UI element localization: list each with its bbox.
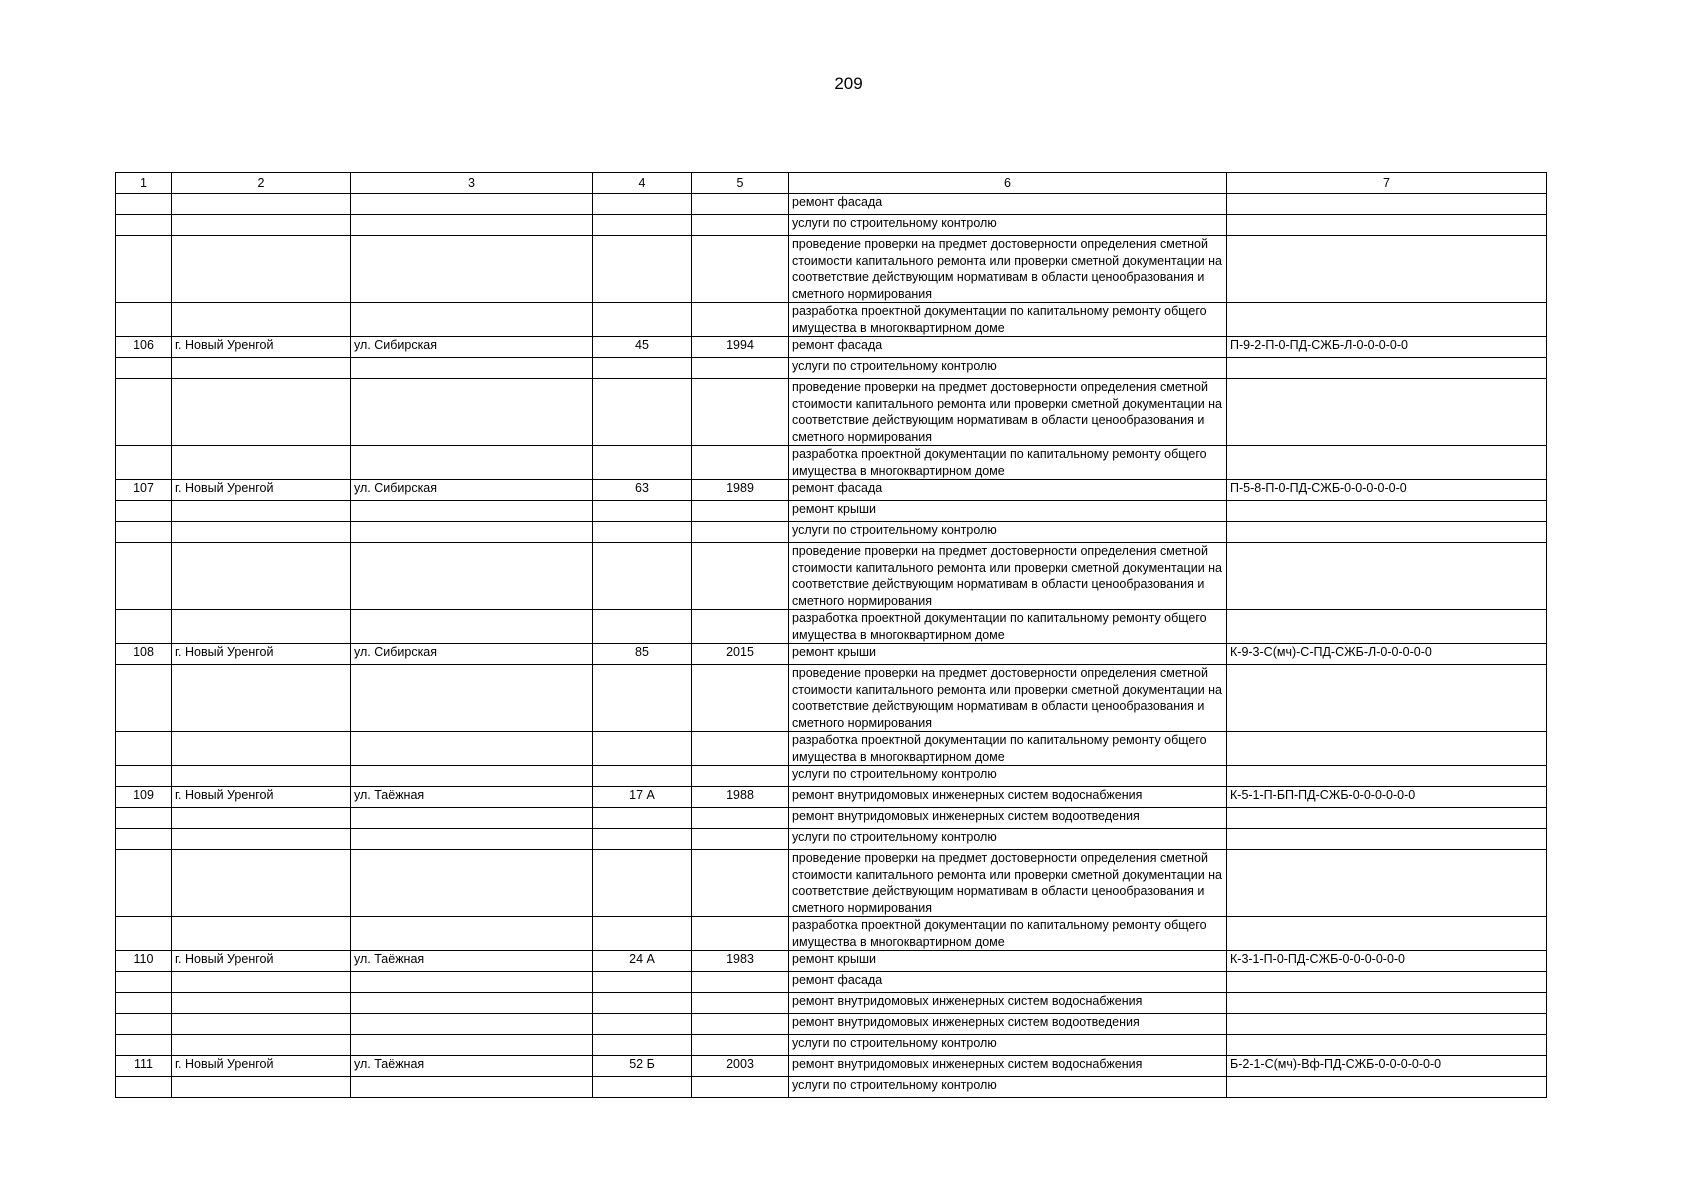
city-cell xyxy=(172,829,351,850)
city-cell xyxy=(172,194,351,215)
column-header-2: 2 xyxy=(172,173,351,194)
column-header-4: 4 xyxy=(593,173,692,194)
table-row xyxy=(116,766,1547,787)
row-number-cell xyxy=(116,1014,172,1035)
build-year-cell xyxy=(692,829,789,850)
row-number-cell xyxy=(116,543,172,610)
street-cell: ул. Сибирская xyxy=(351,644,593,665)
column-header-3: 3 xyxy=(351,173,593,194)
work-type-cell: проведение проверки на предмет достоверности определения сметной стоимости капитального ремонта или проверки сметной документации на соответствие действующим нормативам в области ценообразования и сметного нормирования xyxy=(789,850,1227,917)
house-code-cell: К-5-1-П-БП-ПД-СЖБ-0-0-0-0-0-0 xyxy=(1227,787,1547,808)
house-code-cell xyxy=(1227,829,1547,850)
city-cell xyxy=(172,1014,351,1035)
build-year-cell xyxy=(692,358,789,379)
row-number-cell xyxy=(116,379,172,446)
work-type-cell: проведение проверки на предмет достоверности определения сметной стоимости капитального ремонта или проверки сметной документации на соответствие действующим нормативам в области ценообразования и сметного нормирования xyxy=(789,379,1227,446)
house-number-cell xyxy=(593,1014,692,1035)
city-cell xyxy=(172,358,351,379)
house-code-cell xyxy=(1227,610,1547,644)
table-row xyxy=(116,787,1547,808)
work-type-cell: ремонт крыши xyxy=(789,951,1227,972)
table-row xyxy=(116,1035,1547,1056)
city-cell xyxy=(172,993,351,1014)
house-code-cell xyxy=(1227,993,1547,1014)
house-number-cell xyxy=(593,766,692,787)
table-row xyxy=(116,829,1547,850)
city-cell: г. Новый Уренгой xyxy=(172,787,351,808)
house-code-cell xyxy=(1227,850,1547,917)
build-year-cell: 1989 xyxy=(692,480,789,501)
house-code-cell xyxy=(1227,215,1547,236)
work-type-cell: услуги по строительному контролю xyxy=(789,358,1227,379)
house-number-cell xyxy=(593,501,692,522)
street-cell xyxy=(351,1035,593,1056)
row-number-cell xyxy=(116,303,172,337)
work-type-cell: услуги по строительному контролю xyxy=(789,215,1227,236)
street-cell xyxy=(351,1014,593,1035)
house-number-cell: 85 xyxy=(593,644,692,665)
work-type-cell: разработка проектной документации по капитальному ремонту общего имущества в многоквартирном доме xyxy=(789,732,1227,766)
row-number-cell xyxy=(116,766,172,787)
table-row xyxy=(116,215,1547,236)
house-number-cell xyxy=(593,543,692,610)
work-type-cell: услуги по строительному контролю xyxy=(789,766,1227,787)
house-number-cell: 63 xyxy=(593,480,692,501)
build-year-cell xyxy=(692,1077,789,1098)
table-row xyxy=(116,337,1547,358)
house-number-cell xyxy=(593,808,692,829)
street-cell xyxy=(351,665,593,732)
house-code-cell: П-9-2-П-0-ПД-СЖБ-Л-0-0-0-0-0 xyxy=(1227,337,1547,358)
city-cell xyxy=(172,543,351,610)
street-cell xyxy=(351,358,593,379)
city-cell xyxy=(172,917,351,951)
city-cell xyxy=(172,808,351,829)
table-row xyxy=(116,358,1547,379)
build-year-cell: 2015 xyxy=(692,644,789,665)
build-year-cell xyxy=(692,522,789,543)
column-header-6: 6 xyxy=(789,173,1227,194)
build-year-cell xyxy=(692,665,789,732)
table-row xyxy=(116,446,1547,480)
house-code-cell xyxy=(1227,766,1547,787)
table-row xyxy=(116,808,1547,829)
house-code-cell xyxy=(1227,808,1547,829)
house-number-cell: 17 А xyxy=(593,787,692,808)
street-cell xyxy=(351,972,593,993)
work-type-cell: ремонт внутридомовых инженерных систем водоснабжения xyxy=(789,993,1227,1014)
house-number-cell xyxy=(593,379,692,446)
street-cell: ул. Таёжная xyxy=(351,1056,593,1077)
city-cell xyxy=(172,665,351,732)
city-cell xyxy=(172,610,351,644)
house-code-cell xyxy=(1227,1014,1547,1035)
house-number-cell xyxy=(593,732,692,766)
street-cell xyxy=(351,917,593,951)
city-cell xyxy=(172,850,351,917)
table-row xyxy=(116,972,1547,993)
house-code-cell xyxy=(1227,194,1547,215)
build-year-cell xyxy=(692,610,789,644)
house-code-cell: К-3-1-П-0-ПД-СЖБ-0-0-0-0-0-0 xyxy=(1227,951,1547,972)
build-year-cell xyxy=(692,543,789,610)
row-number-cell: 106 xyxy=(116,337,172,358)
row-number-cell xyxy=(116,732,172,766)
house-number-cell xyxy=(593,446,692,480)
house-number-cell xyxy=(593,610,692,644)
house-code-cell: Б-2-1-С(мч)-Вф-ПД-СЖБ-0-0-0-0-0-0 xyxy=(1227,1056,1547,1077)
work-type-cell: ремонт внутридомовых инженерных систем водоотведения xyxy=(789,1014,1227,1035)
row-number-cell: 109 xyxy=(116,787,172,808)
table-row xyxy=(116,644,1547,665)
street-cell xyxy=(351,236,593,303)
work-type-cell: проведение проверки на предмет достоверности определения сметной стоимости капитального ремонта или проверки сметной документации на соответствие действующим нормативам в области ценообразования и сметного нормирования xyxy=(789,236,1227,303)
work-type-cell: услуги по строительному контролю xyxy=(789,1035,1227,1056)
work-type-cell: услуги по строительному контролю xyxy=(789,522,1227,543)
build-year-cell xyxy=(692,850,789,917)
table-row xyxy=(116,236,1547,303)
table-row xyxy=(116,850,1547,917)
work-type-cell: ремонт крыши xyxy=(789,644,1227,665)
table-row xyxy=(116,665,1547,732)
table-row xyxy=(116,917,1547,951)
city-cell xyxy=(172,766,351,787)
city-cell xyxy=(172,446,351,480)
work-type-cell: ремонт фасада xyxy=(789,337,1227,358)
house-code-cell xyxy=(1227,522,1547,543)
house-number-cell xyxy=(593,829,692,850)
table-row xyxy=(116,379,1547,446)
street-cell: ул. Сибирская xyxy=(351,337,593,358)
work-type-cell: услуги по строительному контролю xyxy=(789,829,1227,850)
house-number-cell xyxy=(593,665,692,732)
house-number-cell: 24 А xyxy=(593,951,692,972)
build-year-cell xyxy=(692,917,789,951)
street-cell xyxy=(351,379,593,446)
row-number-cell: 110 xyxy=(116,951,172,972)
column-header-5: 5 xyxy=(692,173,789,194)
city-cell: г. Новый Уренгой xyxy=(172,480,351,501)
city-cell: г. Новый Уренгой xyxy=(172,644,351,665)
house-number-cell xyxy=(593,850,692,917)
table-row xyxy=(116,194,1547,215)
table-row xyxy=(116,543,1547,610)
house-code-cell xyxy=(1227,1077,1547,1098)
street-cell: ул. Таёжная xyxy=(351,787,593,808)
street-cell xyxy=(351,543,593,610)
city-cell: г. Новый Уренгой xyxy=(172,337,351,358)
house-number-cell xyxy=(593,972,692,993)
build-year-cell xyxy=(692,379,789,446)
build-year-cell xyxy=(692,501,789,522)
build-year-cell: 1983 xyxy=(692,951,789,972)
row-number-cell: 111 xyxy=(116,1056,172,1077)
column-header-1: 1 xyxy=(116,173,172,194)
work-type-cell: ремонт крыши xyxy=(789,501,1227,522)
build-year-cell xyxy=(692,993,789,1014)
table-row xyxy=(116,480,1547,501)
street-cell xyxy=(351,446,593,480)
row-number-cell xyxy=(116,917,172,951)
work-type-cell: проведение проверки на предмет достоверности определения сметной стоимости капитального ремонта или проверки сметной документации на соответствие действующим нормативам в области ценообразования и сметного нормирования xyxy=(789,543,1227,610)
street-cell: ул. Сибирская xyxy=(351,480,593,501)
street-cell xyxy=(351,808,593,829)
build-year-cell xyxy=(692,446,789,480)
build-year-cell xyxy=(692,1014,789,1035)
row-number-cell xyxy=(116,236,172,303)
table-row xyxy=(116,522,1547,543)
street-cell xyxy=(351,993,593,1014)
city-cell xyxy=(172,732,351,766)
work-type-cell: ремонт внутридомовых инженерных систем водоснабжения xyxy=(789,787,1227,808)
work-type-cell: услуги по строительному контролю xyxy=(789,1077,1227,1098)
city-cell xyxy=(172,1035,351,1056)
house-number-cell xyxy=(593,1035,692,1056)
row-number-cell xyxy=(116,1077,172,1098)
row-number-cell xyxy=(116,194,172,215)
street-cell xyxy=(351,303,593,337)
build-year-cell: 2003 xyxy=(692,1056,789,1077)
row-number-cell xyxy=(116,993,172,1014)
build-year-cell xyxy=(692,732,789,766)
table-row xyxy=(116,610,1547,644)
house-number-cell xyxy=(593,358,692,379)
row-number-cell xyxy=(116,446,172,480)
city-cell xyxy=(172,379,351,446)
build-year-cell xyxy=(692,766,789,787)
street-cell xyxy=(351,766,593,787)
header-row xyxy=(116,173,1547,194)
row-number-cell xyxy=(116,665,172,732)
house-number-cell xyxy=(593,236,692,303)
city-cell xyxy=(172,303,351,337)
column-header-7: 7 xyxy=(1227,173,1547,194)
row-number-cell xyxy=(116,522,172,543)
table-row xyxy=(116,993,1547,1014)
build-year-cell xyxy=(692,194,789,215)
table-row xyxy=(116,1014,1547,1035)
city-cell xyxy=(172,215,351,236)
house-code-cell xyxy=(1227,236,1547,303)
build-year-cell xyxy=(692,972,789,993)
city-cell xyxy=(172,236,351,303)
city-cell xyxy=(172,1077,351,1098)
street-cell xyxy=(351,194,593,215)
house-code-cell xyxy=(1227,501,1547,522)
house-code-cell xyxy=(1227,358,1547,379)
build-year-cell: 1994 xyxy=(692,337,789,358)
build-year-cell xyxy=(692,808,789,829)
city-cell: г. Новый Уренгой xyxy=(172,1056,351,1077)
table-row xyxy=(116,1056,1547,1077)
street-cell: ул. Таёжная xyxy=(351,951,593,972)
table-row xyxy=(116,951,1547,972)
work-type-cell: ремонт внутридомовых инженерных систем водоснабжения xyxy=(789,1056,1227,1077)
table-row xyxy=(116,732,1547,766)
build-year-cell xyxy=(692,236,789,303)
row-number-cell xyxy=(116,850,172,917)
city-cell xyxy=(172,522,351,543)
row-number-cell: 107 xyxy=(116,480,172,501)
house-code-cell xyxy=(1227,1035,1547,1056)
work-type-cell: ремонт фасада xyxy=(789,972,1227,993)
row-number-cell xyxy=(116,215,172,236)
repair-register-table xyxy=(115,172,1547,1098)
row-number-cell xyxy=(116,972,172,993)
house-code-cell xyxy=(1227,446,1547,480)
street-cell xyxy=(351,610,593,644)
street-cell xyxy=(351,732,593,766)
street-cell xyxy=(351,850,593,917)
house-number-cell xyxy=(593,1077,692,1098)
row-number-cell: 108 xyxy=(116,644,172,665)
work-type-cell: разработка проектной документации по капитальному ремонту общего имущества в многоквартирном доме xyxy=(789,610,1227,644)
row-number-cell xyxy=(116,610,172,644)
street-cell xyxy=(351,501,593,522)
build-year-cell xyxy=(692,215,789,236)
house-number-cell: 52 Б xyxy=(593,1056,692,1077)
work-type-cell: разработка проектной документации по капитальному ремонту общего имущества в многоквартирном доме xyxy=(789,303,1227,337)
house-code-cell xyxy=(1227,379,1547,446)
city-cell: г. Новый Уренгой xyxy=(172,951,351,972)
city-cell xyxy=(172,972,351,993)
build-year-cell: 1988 xyxy=(692,787,789,808)
build-year-cell xyxy=(692,303,789,337)
house-number-cell xyxy=(593,993,692,1014)
house-code-cell: П-5-8-П-0-ПД-СЖБ-0-0-0-0-0-0 xyxy=(1227,480,1547,501)
work-type-cell: разработка проектной документации по капитальному ремонту общего имущества в многоквартирном доме xyxy=(789,917,1227,951)
house-number-cell: 45 xyxy=(593,337,692,358)
house-number-cell xyxy=(593,522,692,543)
house-code-cell xyxy=(1227,543,1547,610)
row-number-cell xyxy=(116,829,172,850)
house-code-cell xyxy=(1227,732,1547,766)
house-number-cell xyxy=(593,917,692,951)
house-number-cell xyxy=(593,215,692,236)
row-number-cell xyxy=(116,501,172,522)
row-number-cell xyxy=(116,1035,172,1056)
city-cell xyxy=(172,501,351,522)
work-type-cell: ремонт внутридомовых инженерных систем водоотведения xyxy=(789,808,1227,829)
work-type-cell: проведение проверки на предмет достоверности определения сметной стоимости капитального ремонта или проверки сметной документации на соответствие действующим нормативам в области ценообразования и сметного нормирования xyxy=(789,665,1227,732)
work-type-cell: разработка проектной документации по капитальному ремонту общего имущества в многоквартирном доме xyxy=(789,446,1227,480)
street-cell xyxy=(351,1077,593,1098)
build-year-cell xyxy=(692,1035,789,1056)
street-cell xyxy=(351,829,593,850)
page-number: 209 xyxy=(834,74,863,93)
work-type-cell: ремонт фасада xyxy=(789,480,1227,501)
street-cell xyxy=(351,215,593,236)
row-number-cell xyxy=(116,358,172,379)
house-code-cell xyxy=(1227,303,1547,337)
street-cell xyxy=(351,522,593,543)
house-number-cell xyxy=(593,303,692,337)
house-code-cell xyxy=(1227,917,1547,951)
table-row xyxy=(116,1077,1547,1098)
house-number-cell xyxy=(593,194,692,215)
house-code-cell: К-9-3-С(мч)-С-ПД-СЖБ-Л-0-0-0-0-0 xyxy=(1227,644,1547,665)
table-body xyxy=(116,194,1547,1098)
table-row xyxy=(116,303,1547,337)
work-type-cell: ремонт фасада xyxy=(789,194,1227,215)
house-code-cell xyxy=(1227,665,1547,732)
house-code-cell xyxy=(1227,972,1547,993)
table-row xyxy=(116,501,1547,522)
row-number-cell xyxy=(116,808,172,829)
